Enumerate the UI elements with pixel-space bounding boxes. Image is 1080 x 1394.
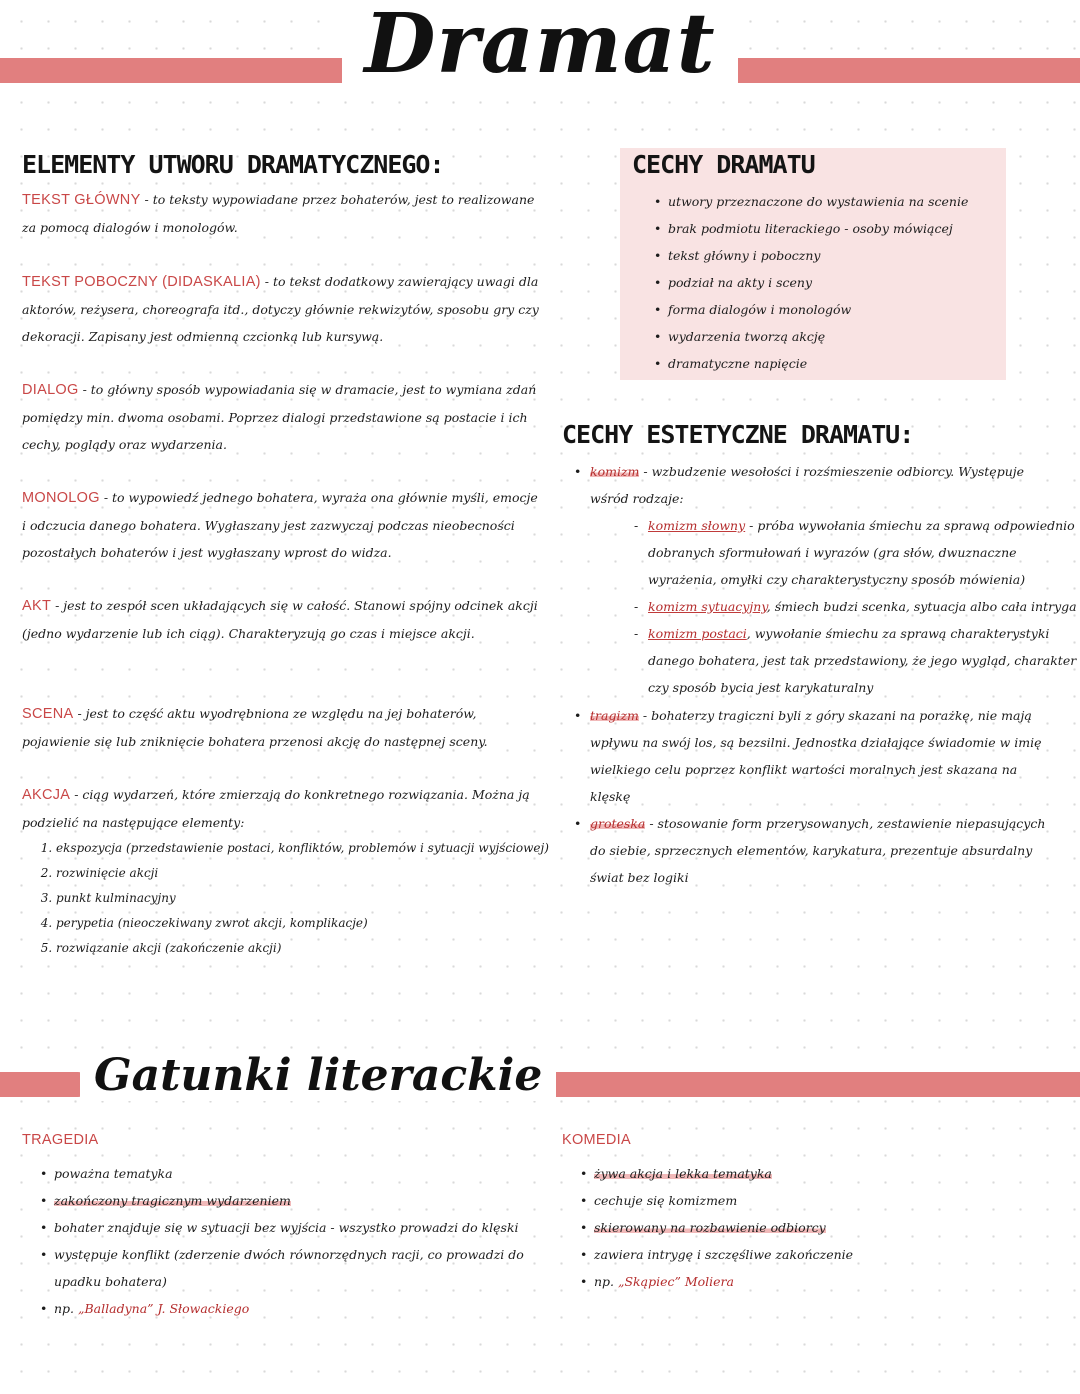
cechy-item: • podział na akty i sceny xyxy=(668,269,1018,296)
cechy-item: • tekst główny i poboczny xyxy=(668,242,1018,269)
komizm-type-term: komizm postaci xyxy=(648,626,747,641)
cechy-heading: CECHY DRAMATU xyxy=(632,150,815,179)
komedia-item-text: cechuje się komizmem xyxy=(594,1193,738,1208)
tragizm-text: - bohaterzy tragiczni byli z góry skazani na porażkę, nie mają wpływu na swój los, są bezsilni. Jednostka działające świadomie w imię wielkiego celu poprzez konflikt wartości moralnych jest skazana na klęskę xyxy=(590,708,1042,804)
tragedia-item xyxy=(54,1187,554,1214)
element-monolog xyxy=(22,484,542,566)
gatunki-band-left xyxy=(0,1072,90,1097)
tragedia-item-text: poważna tematyka xyxy=(54,1166,173,1181)
komizm-type-text: , wywołanie śmiechu za sprawą charakterystyki danego bohatera, jest tak przedstawiony, że jego wygląd, charakter czy sposób bycia jest karykaturalny xyxy=(648,626,1077,695)
komedia-list xyxy=(576,1160,1074,1295)
cechy-list xyxy=(650,188,1018,377)
cechy-item: • dramatyczne napięcie xyxy=(668,350,1018,377)
gatunki-heading: Gatunki literackie xyxy=(80,1050,556,1101)
tragedia-item-text: bohater znajduje się w sytuacji bez wyjścia - wszystko prowadzi do klęski xyxy=(54,1220,519,1235)
cechy-item: • utwory przeznaczone do wystawienia na scenie xyxy=(668,188,1018,215)
element-text: - to teksty wypowiadane przez bohaterów, jest to realizowane za pomocą dialogów i monologów. xyxy=(22,192,535,235)
element-dialog xyxy=(22,376,542,458)
element-akcja xyxy=(22,781,542,836)
komizm-block xyxy=(574,458,1060,512)
akcja-step: 1. ekspozycja (przedstawienie postaci, konfliktów, problemów i sytuacji wyjściowej) xyxy=(56,836,576,861)
estetyczne-heading: CECHY ESTETYCZNE DRAMATU: xyxy=(562,420,914,449)
komedia-item-text: żywa akcja i lekka tematyka xyxy=(594,1166,772,1181)
element-text: - to wypowiedź jednego bohatera, wyraża ona głównie myśli, emocje i odczucia danego bohatera. Wygłaszany jest zazwyczaj podczas nieobecności pozostałych bohaterów i jest wygłaszany wprost do widza. xyxy=(22,490,538,560)
komizm-types-list xyxy=(630,512,1078,701)
tragedia-list xyxy=(36,1160,554,1322)
komizm-type-text: , śmiech budzi scenka, sytuacja albo cała intryga xyxy=(766,599,1077,614)
groteska-term: groteska xyxy=(590,816,646,831)
komedia-item xyxy=(594,1241,1074,1268)
tragizm-block xyxy=(574,702,1060,810)
cechy-item: • wydarzenia tworzą akcję xyxy=(668,323,1018,350)
tragedia-item xyxy=(54,1160,554,1187)
element-scena xyxy=(22,700,542,755)
groteska-bullet-icon: • xyxy=(574,816,582,831)
element-text: - ciąg wydarzeń, które zmierzają do konkretnego rozwiązania. Można ją podzielić na następujące elementy: xyxy=(22,787,530,830)
komizm-type-term: komizm sytuacyjny xyxy=(648,599,767,614)
komizm-term: komizm xyxy=(590,464,640,479)
cechy-item: • forma dialogów i monologów xyxy=(668,296,1018,323)
komedia-item xyxy=(594,1214,1074,1241)
komedia-item xyxy=(594,1187,1074,1214)
komizm-bullet-icon: • xyxy=(574,464,582,479)
tragedia-item xyxy=(54,1214,554,1241)
tragizm-bullet-icon: • xyxy=(574,708,582,723)
element-term: AKCJA xyxy=(22,787,71,803)
komedia-item-text: skierowany na rozbawienie odbiorcy xyxy=(594,1220,826,1235)
komedia-label: KOMEDIA xyxy=(562,1132,631,1148)
element-term: TEKST GŁÓWNY xyxy=(22,192,141,208)
tragedia-item-text: występuje konflikt (zderzenie dwóch równorzędnych racji, co prowadzi do upadku bohatera) xyxy=(54,1247,524,1289)
akcja-step: 2. rozwinięcie akcji xyxy=(56,861,576,886)
komizm-type-text: - próba wywołania śmiechu za sprawą odpowiednio dobranych sformułowań i wyrazów (gra słów, dwuznaczne wyrażenia, omyłki czy charakterystyczny sposób mówienia) xyxy=(648,518,1075,587)
komedia-item xyxy=(594,1160,1074,1187)
komizm-type-item xyxy=(648,620,1078,701)
komizm-type-term: komizm słowny xyxy=(648,518,746,533)
element-akt xyxy=(22,592,542,647)
elements-heading: ELEMENTY UTWORU DRAMATYCZNEGO: xyxy=(22,150,444,179)
komedia-example xyxy=(594,1268,1074,1295)
element-term: MONOLOG xyxy=(22,490,100,506)
tragedia-item xyxy=(54,1241,554,1295)
tragedia-item-text: zakończony tragicznym wydarzeniem xyxy=(54,1193,291,1208)
akcja-step: 4. perypetia (nieoczekiwany zwrot akcji, komplikacje) xyxy=(56,911,576,936)
akcja-step: 5. rozwiązanie akcji (zakończenie akcji) xyxy=(56,936,576,961)
komedia-item-text: zawiera intrygę i szczęśliwe zakończenie xyxy=(594,1247,854,1262)
element-term: DIALOG xyxy=(22,382,79,398)
tragedia-example-title: „Balladyna” J. Słowackiego xyxy=(78,1301,250,1316)
komizm-type-item xyxy=(648,512,1078,593)
element-text: - jest to zespół scen układających się w całość. Stanowi spójny odcinek akcji (jedno wydarzenie lub ich ciąg). Charakteryzują go czas i miejsce akcji. xyxy=(22,598,538,641)
akcja-steps-list xyxy=(18,836,576,961)
komizm-text: - wzbudzenie wesołości i rozśmieszenie odbiorcy. Występuje wśród rodzaje: xyxy=(590,464,1025,506)
akcja-step: 3. punkt kulminacyjny xyxy=(56,886,576,911)
element-tekst-poboczny xyxy=(22,268,542,350)
element-term: TEKST POBOCZNY (DIDASKALIA) xyxy=(22,274,261,290)
element-term: AKT xyxy=(22,598,52,614)
element-text: - to tekst dodatkowy zawierający uwagi dla aktorów, reżysera, choreografa itd., dotyczy głównie rekwizytów, sposobu gry czy dekoracji. Zapisany jest odmienną czcionką lub kursywą. xyxy=(22,274,539,344)
tragedia-label: TRAGEDIA xyxy=(22,1132,99,1148)
cechy-item: • brak podmiotu literackiego - osoby mówiącej xyxy=(668,215,1018,242)
tragedia-example xyxy=(54,1295,554,1322)
groteska-block xyxy=(574,810,1060,891)
element-text: - to główny sposób wypowiadania się w dramacie, jest to wymiana zdań pomiędzy min. dwoma osobami. Poprzez dialogi przedstawione są postacie i ich cechy, poglądy oraz wydarzenia. xyxy=(22,382,537,452)
komedia-example-title: „Skąpiec” Moliera xyxy=(618,1274,734,1289)
element-text: - jest to część aktu wyodrębniona ze względu na jej bohaterów, pojawienie się lub zniknięcie bohatera przenosi akcję do następnej sceny. xyxy=(22,706,488,749)
komedia-example-prefix: np. xyxy=(594,1274,615,1289)
tragizm-term: tragizm xyxy=(590,708,639,723)
page-title-wrap xyxy=(0,0,1080,92)
groteska-text: - stosowanie form przerysowanych, zestawienie niepasujących do siebie, sprzecznych elementów, karykatura, prezentuje absurdalny świat bez logiki xyxy=(590,816,1046,885)
page-title: Dramat xyxy=(342,0,737,92)
tragedia-example-prefix: np. xyxy=(54,1301,75,1316)
element-tekst-glowny xyxy=(22,186,542,241)
komizm-type-item xyxy=(648,593,1078,620)
element-term: SCENA xyxy=(22,706,74,722)
